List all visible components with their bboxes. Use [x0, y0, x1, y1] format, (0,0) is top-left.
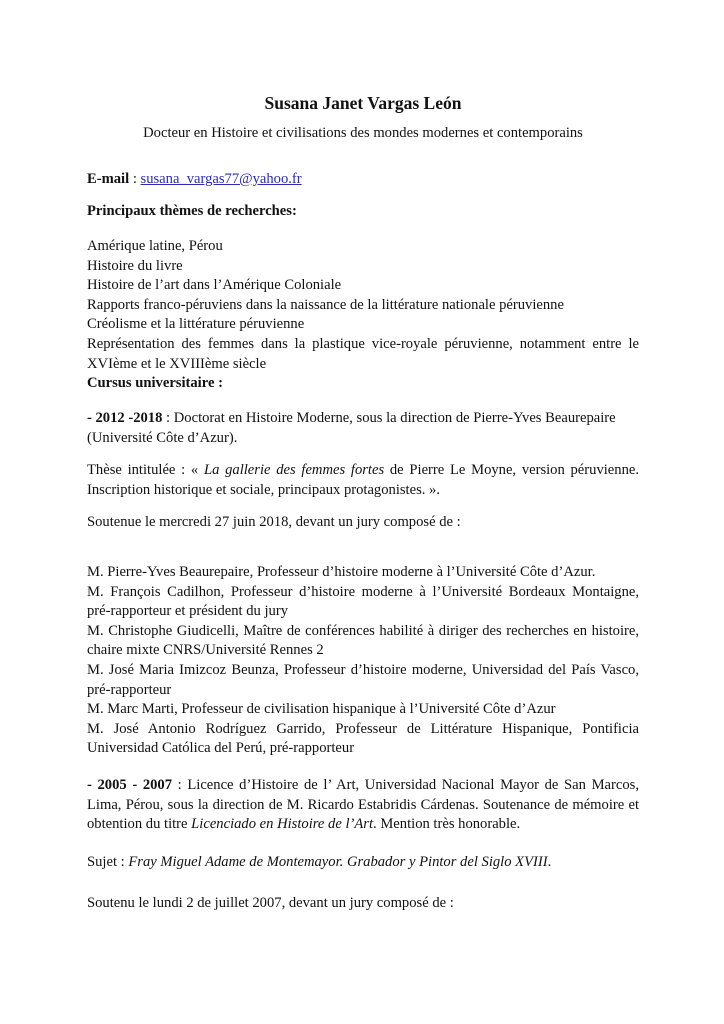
- doctorat-jury-list: [87, 563, 639, 759]
- jury-member-cont: chaire mixte CNRS/Université Rennes 2: [87, 642, 324, 659]
- sujet-title: Fray Miguel Adame de Montemayor. Grabador y Pintor del Siglo XVIII: [128, 854, 548, 870]
- doctorat-entry: [87, 409, 639, 448]
- licence-title: Licenciado en Histoire de l’Art: [191, 816, 374, 833]
- themes-list: [87, 237, 639, 374]
- these-title-block: [87, 461, 639, 500]
- these-line-1: [87, 461, 639, 481]
- theme-item: Histoire du livre: [87, 257, 183, 274]
- jury-member-cont: pré-rapporteur et président du jury: [87, 603, 288, 620]
- licence-description: : Licence d’Histoire de l’ Art, Universidad Nacional Mayor de San Marcos,: [172, 777, 639, 793]
- jury-member: M. Marc Marti, Professeur de civilisation hispanique à l’Université Côte d’Azur: [87, 701, 556, 718]
- cursus-heading: Cursus universitaire :: [87, 375, 223, 391]
- licence-title-prefix: obtention du titre: [87, 816, 192, 833]
- licence-line-1: [87, 776, 639, 796]
- themes-heading: Principaux thèmes de recherches:: [87, 203, 297, 219]
- licence-sujet: [87, 853, 639, 873]
- these-suffix: de Pierre Le Moyne, version péruvienne.: [384, 462, 639, 478]
- sujet-label: Sujet :: [87, 854, 129, 870]
- licence-soutenance: Soutenu le lundi 2 de juillet 2007, devant un jury composé de :: [87, 895, 454, 911]
- doctorat-line-2: (Université Côte d’Azur).: [87, 429, 238, 446]
- doctorat-soutenance: Soutenue le mercredi 27 juin 2018, devant un jury composé de :: [87, 514, 461, 530]
- jury-member-cont: pré-rapporteur: [87, 681, 172, 698]
- email-link[interactable]: susana_vargas77@yahoo.fr: [140, 171, 302, 187]
- email-line: [87, 170, 639, 190]
- theme-item: Amérique latine, Pérou: [87, 238, 223, 254]
- licence-mention: . Mention très honorable.: [373, 816, 521, 833]
- theme-item: Créolisme et la littérature péruvienne: [87, 316, 305, 333]
- sujet-suffix: .: [547, 854, 552, 870]
- jury-member: M. Pierre-Yves Beaurepaire, Professeur d’histoire moderne à l’Université Côte d’Azur.: [87, 564, 596, 580]
- email-separator: :: [129, 171, 141, 187]
- licence-line-3: [87, 815, 639, 835]
- theme-item: Représentation des femmes dans la plastique vice-royale péruvienne, notamment entre le: [87, 335, 639, 352]
- theme-item: Rapports franco-péruviens dans la naissance de la littérature nationale péruvienne: [87, 296, 564, 313]
- doctorat-dates: - 2012 -2018: [87, 410, 163, 426]
- doctorat-line-1: [87, 409, 639, 429]
- jury-member-cont: Universidad Católica del Perú, pré-rapporteur: [87, 740, 355, 757]
- cv-subtitle: Docteur en Histoire et civilisations des mondes modernes et contemporains: [143, 125, 583, 141]
- these-prefix: Thèse intitulée : «: [87, 462, 204, 478]
- these-title: La gallerie des femmes fortes: [203, 462, 385, 478]
- jury-member: M. José Maria Imizcoz Beunza, Professeur d’histoire moderne, Universidad del País Vasco,: [87, 661, 639, 678]
- doctorat-description: : Doctorat en Histoire Moderne, sous la direction de Pierre-Yves Beaurepaire: [162, 410, 616, 426]
- jury-member: M. Christophe Giudicelli, Maître de conférences habilité à diriger des recherches en histoire,: [87, 622, 639, 639]
- licence-entry: [87, 776, 639, 835]
- email-label: E-mail: [87, 171, 130, 187]
- licence-line-2: Lima, Pérou, sous la direction de M. Ricardo Estabridis Cárdenas. Soutenance de mémoire et: [87, 796, 639, 813]
- jury-member: M. José Antonio Rodríguez Garrido, Professeur de Littérature Hispanique, Pontificia: [87, 720, 639, 737]
- licence-dates: - 2005 - 2007: [87, 777, 173, 793]
- cv-name-title: Susana Janet Vargas León: [264, 93, 462, 113]
- jury-member: M. François Cadilhon, Professeur d’histoire moderne à l’Université Bordeaux Montaigne,: [87, 583, 639, 600]
- these-line-2: Inscription historique et sociale, principaux protagonistes. ».: [87, 481, 441, 498]
- theme-item: Histoire de l’art dans l’Amérique Coloniale: [87, 277, 342, 294]
- theme-item: XVIème et le XVIIIème siècle: [87, 355, 267, 372]
